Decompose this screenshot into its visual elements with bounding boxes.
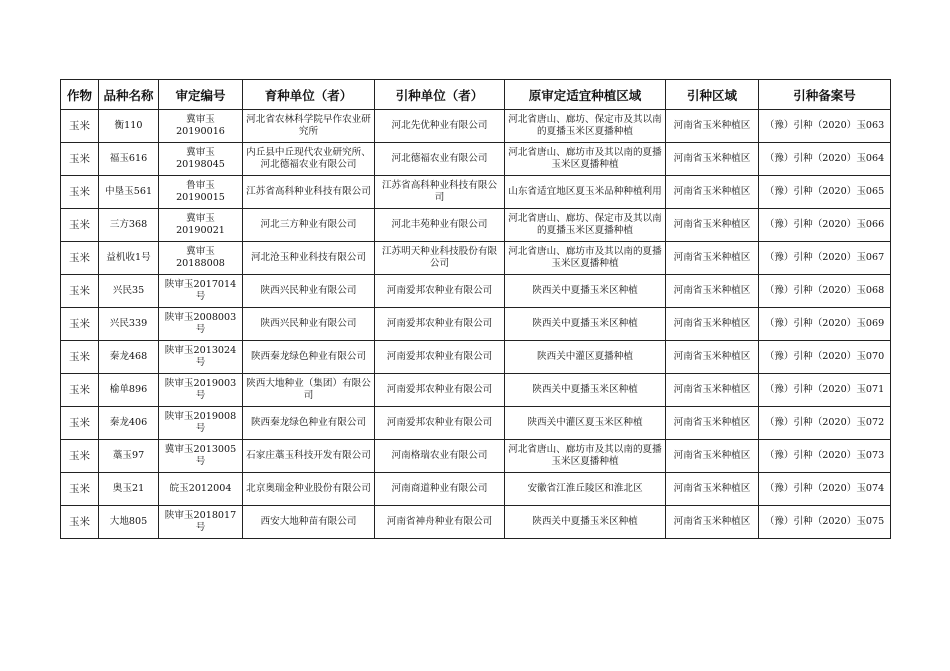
breeder-cell: 陕西秦龙绿色种业有限公司 xyxy=(243,407,375,440)
introduction-region-cell: 河南省玉米种植区 xyxy=(666,473,759,506)
table-row xyxy=(61,473,891,506)
introduction-region-cell: 河南省玉米种植区 xyxy=(666,275,759,308)
header-original-region: 原审定适宜种植区域 xyxy=(505,80,666,110)
introducer-cell: 河南爱邦农种业有限公司 xyxy=(375,374,505,407)
original-region-cell: 陕西关中夏播玉米区种植 xyxy=(505,275,666,308)
original-region-cell: 陕西关中灌区夏播种植 xyxy=(505,341,666,374)
crop-cell: 玉米 xyxy=(61,473,99,506)
introduction-region-cell: 河南省玉米种植区 xyxy=(666,506,759,539)
crop-cell: 玉米 xyxy=(61,374,99,407)
breeder-cell: 陕西大地种业（集团）有限公司 xyxy=(243,374,375,407)
introducer-cell: 河南格瑞农业有限公司 xyxy=(375,440,505,473)
introduction-region-cell: 河南省玉米种植区 xyxy=(666,110,759,143)
variety-name-cell: 益机收1号 xyxy=(99,242,159,275)
approval-number-cell: 陕审玉2019008号 xyxy=(159,407,243,440)
introducer-cell: 河南爱邦农种业有限公司 xyxy=(375,341,505,374)
crop-cell: 玉米 xyxy=(61,209,99,242)
record-number-cell: （豫）引种（2020）玉066 xyxy=(759,209,891,242)
record-number-cell: （豫）引种（2020）玉063 xyxy=(759,110,891,143)
header-breeder: 育种单位（者） xyxy=(243,80,375,110)
introduction-region-cell: 河南省玉米种植区 xyxy=(666,341,759,374)
table-header-row xyxy=(61,80,891,110)
breeder-cell: 西安大地种苗有限公司 xyxy=(243,506,375,539)
table-row xyxy=(61,374,891,407)
breeder-cell: 石家庄藁玉科技开发有限公司 xyxy=(243,440,375,473)
introduction-region-cell: 河南省玉米种植区 xyxy=(666,143,759,176)
original-region-cell: 河北省唐山、廊坊市及其以南的夏播玉米区夏播种植 xyxy=(505,242,666,275)
table-row xyxy=(61,176,891,209)
variety-name-cell: 大地805 xyxy=(99,506,159,539)
approval-number-cell: 陕审玉2019003号 xyxy=(159,374,243,407)
original-region-cell: 陕西关中灌区夏玉米区种植 xyxy=(505,407,666,440)
crop-cell: 玉米 xyxy=(61,275,99,308)
table-row xyxy=(61,341,891,374)
breeder-cell: 江苏省高科种业科技有限公司 xyxy=(243,176,375,209)
variety-name-cell: 三方368 xyxy=(99,209,159,242)
breeder-cell: 河北沧玉种业科技有限公司 xyxy=(243,242,375,275)
approval-number-cell: 冀审玉2013005号 xyxy=(159,440,243,473)
approval-number-cell: 冀审玉20190016 xyxy=(159,110,243,143)
breeder-cell: 陕西兴民种业有限公司 xyxy=(243,275,375,308)
approval-number-cell: 冀审玉20188008 xyxy=(159,242,243,275)
introducer-cell: 河南商道种业有限公司 xyxy=(375,473,505,506)
variety-name-cell: 兴民339 xyxy=(99,308,159,341)
crop-cell: 玉米 xyxy=(61,341,99,374)
approval-number-cell: 冀审玉20198045 xyxy=(159,143,243,176)
table-row xyxy=(61,506,891,539)
breeder-cell: 河北省农林科学院早作农业研究所 xyxy=(243,110,375,143)
breeder-cell: 河北三方种业有限公司 xyxy=(243,209,375,242)
record-number-cell: （豫）引种（2020）玉065 xyxy=(759,176,891,209)
variety-name-cell: 榆单896 xyxy=(99,374,159,407)
record-number-cell: （豫）引种（2020）玉074 xyxy=(759,473,891,506)
original-region-cell: 陕西关中夏播玉米区种植 xyxy=(505,374,666,407)
original-region-cell: 山东省适宜地区夏玉米品种种植利用 xyxy=(505,176,666,209)
table-row xyxy=(61,440,891,473)
breeder-cell: 陕西兴民种业有限公司 xyxy=(243,308,375,341)
approval-number-cell: 陕审玉2017014号 xyxy=(159,275,243,308)
introducer-cell: 河南省神舟种业有限公司 xyxy=(375,506,505,539)
header-introduction-region: 引种区域 xyxy=(666,80,759,110)
breeder-cell: 陕西秦龙绿色种业有限公司 xyxy=(243,341,375,374)
table-row xyxy=(61,407,891,440)
record-number-cell: （豫）引种（2020）玉064 xyxy=(759,143,891,176)
crop-cell: 玉米 xyxy=(61,143,99,176)
crop-cell: 玉米 xyxy=(61,308,99,341)
introducer-cell: 河北先优种业有限公司 xyxy=(375,110,505,143)
header-introducer: 引种单位（者） xyxy=(375,80,505,110)
approval-number-cell: 鲁审玉20190015 xyxy=(159,176,243,209)
introducer-cell: 江苏明天种业科技股份有限公司 xyxy=(375,242,505,275)
record-number-cell: （豫）引种（2020）玉070 xyxy=(759,341,891,374)
record-number-cell: （豫）引种（2020）玉071 xyxy=(759,374,891,407)
approval-number-cell: 陕审玉2008003号 xyxy=(159,308,243,341)
introduction-region-cell: 河南省玉米种植区 xyxy=(666,374,759,407)
table-row xyxy=(61,209,891,242)
introduction-region-cell: 河南省玉米种植区 xyxy=(666,407,759,440)
crop-cell: 玉米 xyxy=(61,407,99,440)
variety-name-cell: 藁玉97 xyxy=(99,440,159,473)
crop-cell: 玉米 xyxy=(61,440,99,473)
original-region-cell: 河北省唐山、廊坊、保定市及其以南的夏播玉米区夏播种植 xyxy=(505,110,666,143)
breeder-cell: 北京奥瑞金种业股份有限公司 xyxy=(243,473,375,506)
introducer-cell: 河北丰苑种业有限公司 xyxy=(375,209,505,242)
crop-cell: 玉米 xyxy=(61,176,99,209)
original-region-cell: 河北省唐山、廊坊市及其以南的夏播玉米区夏播种植 xyxy=(505,143,666,176)
variety-name-cell: 福玉616 xyxy=(99,143,159,176)
approval-number-cell: 陕审玉2018017号 xyxy=(159,506,243,539)
introduction-region-cell: 河南省玉米种植区 xyxy=(666,308,759,341)
introduction-region-cell: 河南省玉米种植区 xyxy=(666,242,759,275)
original-region-cell: 河北省唐山、廊坊市及其以南的夏播玉米区夏播种植 xyxy=(505,440,666,473)
original-region-cell: 河北省唐山、廊坊、保定市及其以南的夏播玉米区夏播种植 xyxy=(505,209,666,242)
original-region-cell: 安徽省江淮丘陵区和淮北区 xyxy=(505,473,666,506)
original-region-cell: 陕西关中夏播玉米区种植 xyxy=(505,308,666,341)
table-row xyxy=(61,143,891,176)
variety-name-cell: 衡110 xyxy=(99,110,159,143)
record-number-cell: （豫）引种（2020）玉075 xyxy=(759,506,891,539)
variety-name-cell: 奥玉21 xyxy=(99,473,159,506)
record-number-cell: （豫）引种（2020）玉067 xyxy=(759,242,891,275)
record-number-cell: （豫）引种（2020）玉069 xyxy=(759,308,891,341)
header-approval-number: 审定编号 xyxy=(159,80,243,110)
approval-number-cell: 陕审玉2013024号 xyxy=(159,341,243,374)
crop-cell: 玉米 xyxy=(61,110,99,143)
original-region-cell: 陕西关中夏播玉米区种植 xyxy=(505,506,666,539)
introducer-cell: 江苏省高科种业科技有限公司 xyxy=(375,176,505,209)
introducer-cell: 河北德福农业有限公司 xyxy=(375,143,505,176)
variety-name-cell: 秦龙406 xyxy=(99,407,159,440)
variety-name-cell: 兴民35 xyxy=(99,275,159,308)
crop-cell: 玉米 xyxy=(61,242,99,275)
table-row xyxy=(61,275,891,308)
approval-number-cell: 冀审玉20190021 xyxy=(159,209,243,242)
seed-registration-table xyxy=(60,79,891,539)
record-number-cell: （豫）引种（2020）玉073 xyxy=(759,440,891,473)
introduction-region-cell: 河南省玉米种植区 xyxy=(666,176,759,209)
header-record-number: 引种备案号 xyxy=(759,80,891,110)
breeder-cell: 内丘县中丘现代农业研究所、河北德福农业有限公司 xyxy=(243,143,375,176)
introduction-region-cell: 河南省玉米种植区 xyxy=(666,209,759,242)
header-variety-name: 品种名称 xyxy=(99,80,159,110)
approval-number-cell: 皖玉2012004 xyxy=(159,473,243,506)
introduction-region-cell: 河南省玉米种植区 xyxy=(666,440,759,473)
introducer-cell: 河南爱邦农种业有限公司 xyxy=(375,308,505,341)
introducer-cell: 河南爱邦农种业有限公司 xyxy=(375,407,505,440)
introducer-cell: 河南爱邦农种业有限公司 xyxy=(375,275,505,308)
table-body xyxy=(61,110,891,539)
variety-name-cell: 秦龙468 xyxy=(99,341,159,374)
variety-name-cell: 中垦玉561 xyxy=(99,176,159,209)
table-row xyxy=(61,308,891,341)
header-crop: 作物 xyxy=(61,80,99,110)
table-row xyxy=(61,242,891,275)
crop-cell: 玉米 xyxy=(61,506,99,539)
record-number-cell: （豫）引种（2020）玉072 xyxy=(759,407,891,440)
table-row xyxy=(61,110,891,143)
record-number-cell: （豫）引种（2020）玉068 xyxy=(759,275,891,308)
